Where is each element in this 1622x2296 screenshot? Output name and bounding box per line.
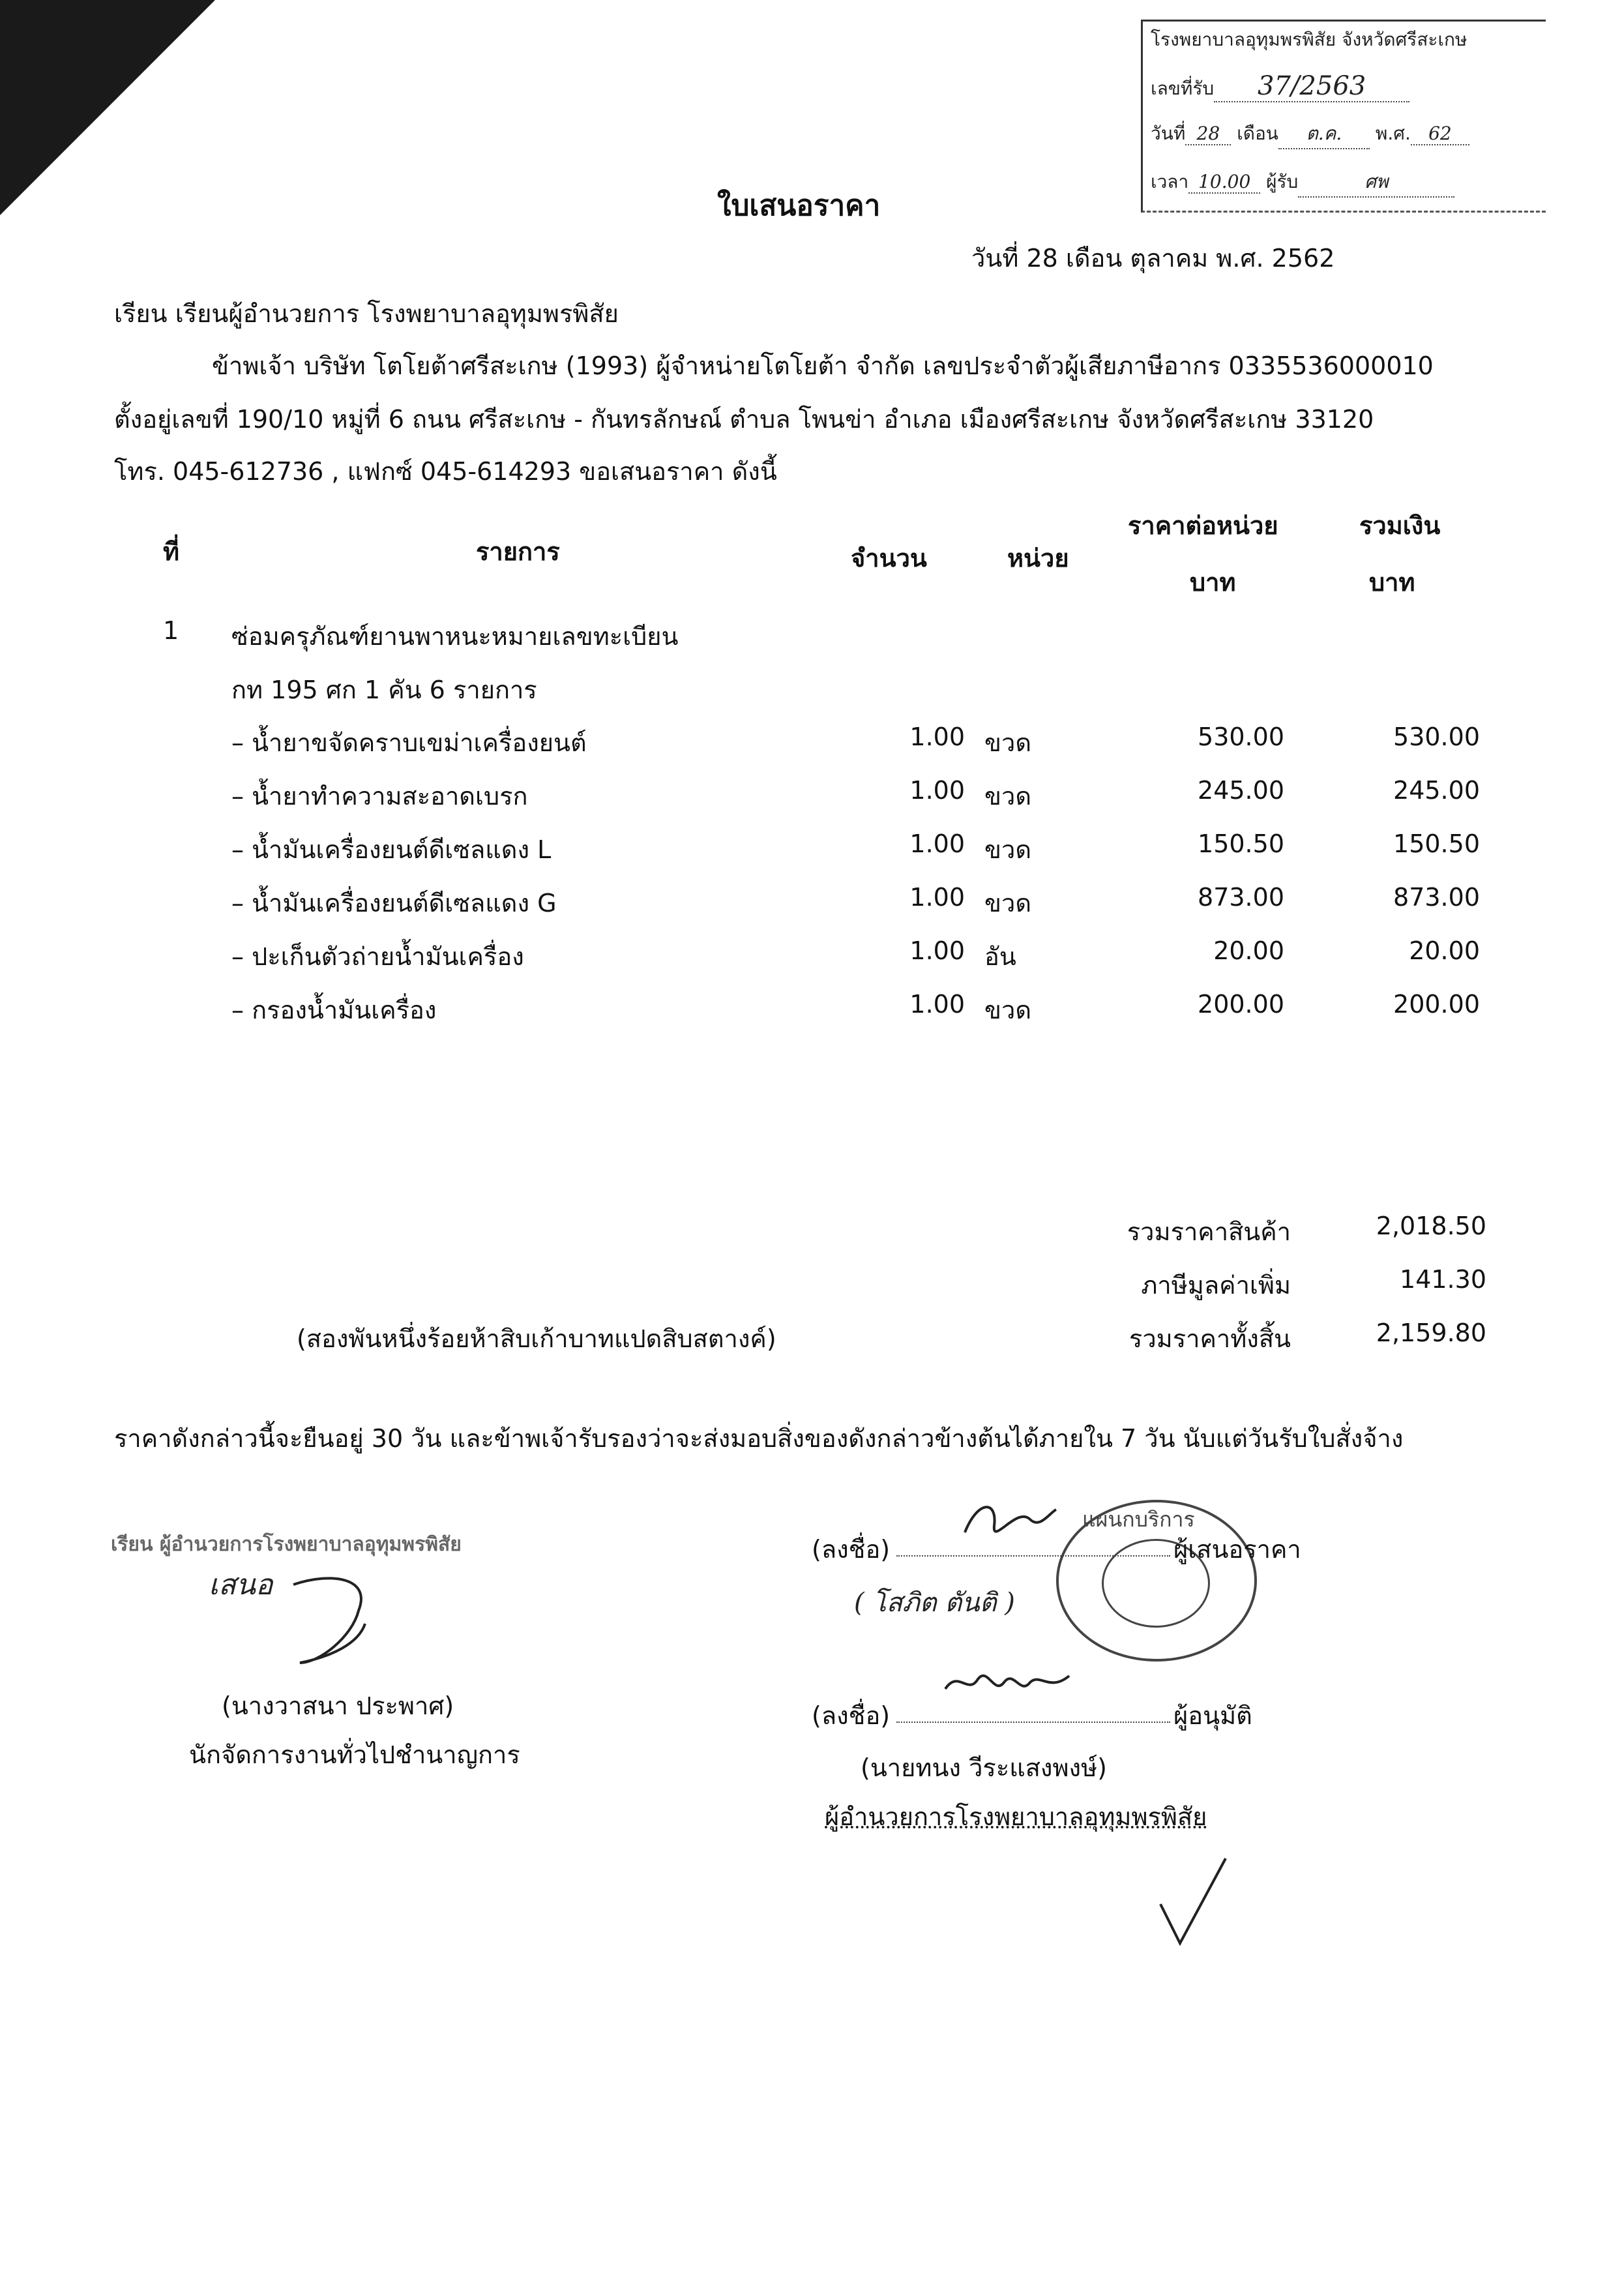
group-number: 1 [163, 616, 179, 645]
offeror-name-handwritten: ( โสภิต ตันติ ) [854, 1588, 1015, 1618]
row-total: 200.00 [1393, 990, 1480, 1019]
row-unit-price: 530.00 [1198, 723, 1284, 751]
group-title-line1: ซ่อมครุภัณฑ์ยานพาหนะหมายเลขทะเบียน [231, 622, 679, 651]
terms-note: ราคาดังกล่าวนี้จะยืนอยู่ 30 วัน และข้าพเจ้ารับรองว่าจะส่งมอบสิ่งของดังกล่าวข้างต้นได้ภายใน 7 วัน นับแต่วันรับใบสั่งจ้าง [114, 1424, 1404, 1453]
row-qty: 1.00 [909, 829, 965, 858]
left-signer-position: นักจัดการงานทั่วไปชำนาญการ [189, 1740, 520, 1769]
scan-corner-shadow [0, 0, 215, 215]
stamp-year-label: พ.ศ. [1375, 123, 1411, 144]
row-item: – น้ำยาทำความสะอาดเบรก [231, 782, 528, 811]
stamp-receiver-value: ศพ [1298, 168, 1454, 198]
row-unit-price: 873.00 [1198, 883, 1284, 912]
stamp-date-row [1151, 119, 1469, 149]
sign-label-2: (ลงชื่อ) [812, 1701, 891, 1730]
subtotal-label: รวมราคาสินค้า [1127, 1217, 1291, 1246]
row-item: – น้ำมันเครื่องยนต์ดีเซลแดง L [231, 835, 552, 864]
approver-name: (นายทนง วีระแสงพงษ์) [861, 1753, 1107, 1782]
vat-label: ภาษีมูลค่าเพิ่ม [1141, 1271, 1291, 1300]
grand-total-value: 2,159.80 [1376, 1319, 1486, 1347]
stamp-year-value: 62 [1411, 123, 1469, 145]
col-header-price-unit: บาท [1190, 568, 1236, 597]
subtotal-value: 2,018.50 [1376, 1212, 1486, 1240]
stamp-time-label: เวลา [1151, 171, 1189, 192]
approver-position: ผู้อำนวยการโรงพยาบาลอุทุมพรพิสัย [825, 1802, 1207, 1831]
stamp-hospital: โรงพยาบาลอุทุมพรพิสัย จังหวัดศรีสะเกษ [1151, 29, 1467, 50]
offeror-role: ผู้เสนอราคา [1173, 1535, 1301, 1564]
row-total: 245.00 [1393, 776, 1480, 805]
page-title: ใบเสนอราคา [717, 189, 881, 222]
row-unit-price: 200.00 [1198, 990, 1284, 1019]
row-unit-price: 20.00 [1213, 936, 1284, 965]
stamp-time-row [1151, 168, 1454, 198]
stamp-time-value: 10.00 [1188, 171, 1260, 194]
left-handwriting: เสนอ [209, 1568, 273, 1602]
stamp-number-value: 37/2563 [1214, 71, 1409, 102]
row-unit: ขวด [984, 728, 1031, 757]
row-qty: 1.00 [909, 723, 965, 751]
approver-role: ผู้อนุมัติ [1173, 1701, 1252, 1730]
row-qty: 1.00 [909, 990, 965, 1019]
stamp-day-label: วันที่ [1151, 123, 1186, 144]
stamp-month-value: ต.ค. [1278, 119, 1370, 149]
row-item: – กรองน้ำมันเครื่อง [231, 996, 437, 1024]
row-unit-price: 150.50 [1198, 829, 1284, 858]
row-item: – ปะเก็นตัวถ่ายน้ำมันเครื่อง [231, 942, 524, 971]
intro-line: ข้าพเจ้า บริษัท โตโยต้าศรีสะเกษ (1993) ผู้จำหน่ายโตโยต้า จำกัด เลขประจำตัวผู้เสียภาษีอากร 0335536000010 [212, 351, 1434, 380]
sign-label-1: (ลงชื่อ) [812, 1535, 891, 1564]
left-signature-mark [280, 1565, 385, 1682]
row-total: 873.00 [1393, 883, 1480, 912]
amount-in-words: (สองพันหนึ่งร้อยห้าสิบเก้าบาทแปดสิบสตางค์) [297, 1324, 776, 1353]
offeror-signature-mark [958, 1493, 1063, 1558]
address-line: ตั้งอยู่เลขที่ 190/10 หมู่ที่ 6 ถนน ศรีสะเกษ - กันทรลักษณ์ ตำบล โพนข่า อำเภอ เมืองศรีสะเกษ จังหวัดศรีสะเกษ 33120 [114, 405, 1374, 434]
contact-line: โทร. 045-612736 , แฟกซ์ 045-614293 ขอเสนอราคา ดังนี้ [114, 457, 777, 486]
forward-stamp: เรียน ผู้อำนวยการโรงพยาบาลอุทุมพรพิสัย [111, 1533, 462, 1556]
row-total: 530.00 [1393, 723, 1480, 751]
row-total: 150.50 [1393, 829, 1480, 858]
document-date: วันที่ 28 เดือน ตุลาคม พ.ศ. 2562 [971, 244, 1335, 273]
vat-value: 141.30 [1400, 1265, 1486, 1294]
sign-line-2 [896, 1695, 1170, 1723]
check-mark [1154, 1852, 1232, 1950]
grand-total-label: รวมราคาทั้งสิ้น [1128, 1324, 1291, 1353]
col-header-item: รายการ [476, 537, 560, 566]
row-qty: 1.00 [909, 776, 965, 805]
row-unit-price: 245.00 [1198, 776, 1284, 805]
row-qty: 1.00 [909, 883, 965, 912]
receipt-stamp [1141, 20, 1546, 213]
stamp-number-label: เลขที่รับ [1151, 78, 1215, 99]
col-header-total: รวมเงิน [1359, 511, 1441, 540]
seal-text: แผนกบริการ [1082, 1507, 1195, 1532]
row-item: – น้ำยาขจัดคราบเขม่าเครื่องยนต์ [231, 728, 587, 757]
stamp-receiver-label: ผู้รับ [1266, 171, 1299, 192]
stamp-number-row [1151, 71, 1409, 103]
row-total: 20.00 [1409, 936, 1480, 965]
stamp-month-label: เดือน [1237, 123, 1278, 144]
salutation: เรียน เรียนผู้อำนวยการ โรงพยาบาลอุทุมพรพิสัย [114, 299, 619, 328]
row-unit: ขวด [984, 835, 1031, 864]
row-unit: ขวด [984, 996, 1031, 1024]
row-qty: 1.00 [909, 936, 965, 965]
col-header-total-unit: บาท [1369, 568, 1415, 597]
left-signer-name: (นางวาสนา ประพาศ) [222, 1692, 454, 1720]
row-unit: อัน [984, 942, 1016, 971]
row-item: – น้ำมันเครื่องยนต์ดีเซลแดง G [231, 889, 557, 917]
col-header-unit: หน่วย [1007, 544, 1069, 573]
col-header-price: ราคาต่อหน่วย [1128, 511, 1278, 540]
col-header-no: ที่ [163, 537, 180, 566]
col-header-qty: จำนวน [851, 544, 927, 573]
group-title-line2: กท 195 ศก 1 คัน 6 รายการ [231, 676, 537, 704]
row-unit: ขวด [984, 889, 1031, 917]
stamp-day-value: 28 [1185, 123, 1231, 145]
row-unit: ขวด [984, 782, 1031, 811]
